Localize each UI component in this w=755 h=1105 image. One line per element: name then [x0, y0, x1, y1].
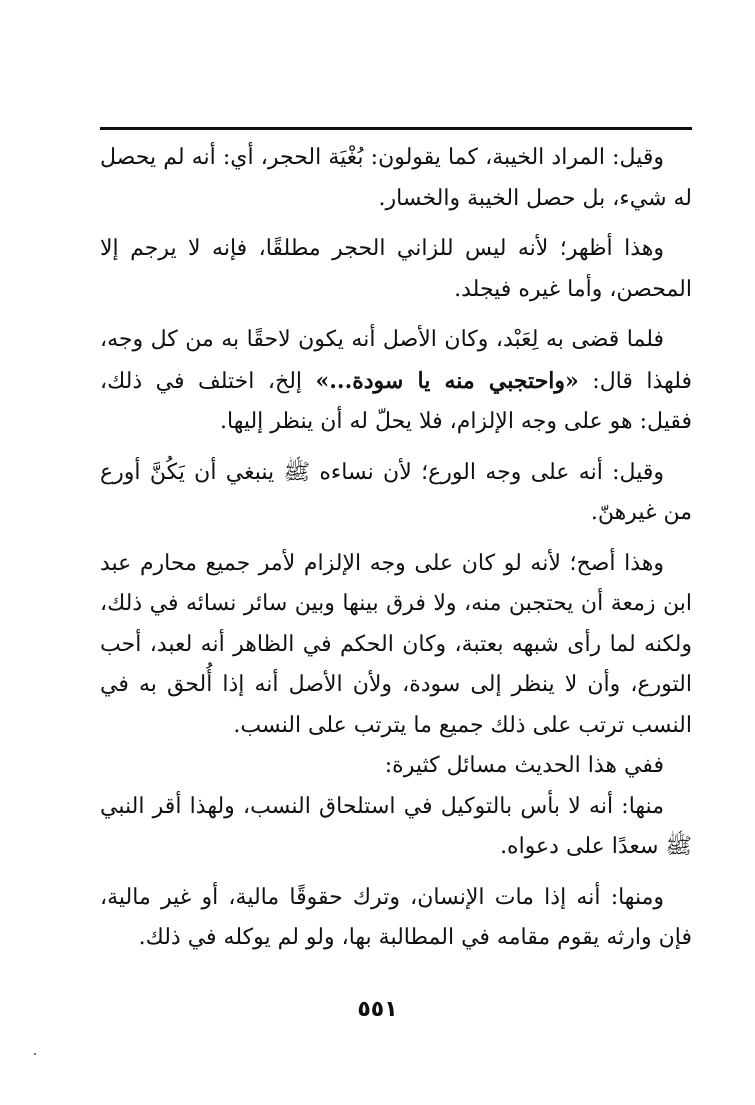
page-number: ٥٥١	[357, 997, 398, 1022]
paragraph: ومنها: أنه إذا مات الإنسان، وترك حقوقًا مالية، أو غير مالية، فإن وارثه يقوم مقامه في المطالبة بها، ولو لم يوكله في ذلك.	[100, 884, 692, 950]
paragraph	[100, 320, 692, 443]
paragraph: منها: أنه لا بأس بالتوكيل في استلحاق النسب، ولهذا أقر النبي ﷺ سعدًا على دعواه.	[100, 793, 692, 859]
hadith-quote: «واحتجبي منه يا سودة...»	[315, 367, 579, 394]
paragraph: وهذا أظهر؛ لأنه ليس للزاني الحجر مطلقًا، فإنه لا يرجم إلا المحصن، وأما غيره فيجلد.	[100, 236, 692, 302]
header-rule	[100, 127, 692, 130]
paragraph-text: إلخ، اختلف في ذلك، فقيل: هو على وجه الإلزام، فلا يحلّ له أن ينظر إليها.	[100, 368, 692, 434]
paragraph: ففي هذا الحديث مسائل كثيرة:	[384, 753, 664, 778]
paragraph: وهذا أصح؛ لأنه لو كان على وجه الإلزام لأمر جميع محارم عبد ابن زمعة أن يحتجبن منه، ولا فرق بينها وبين سائر نسائه في ذلك، ولكنه لما رأى شبهه بعتبة، وكان الحكم في الظاهر أنه لعبد، أحب التورع، وأن لا ينظر إلى سودة، ولأن الأصل أنه إذا أُلحق به في النسب ترتب على ذلك جميع ما يترتب على النسب.	[100, 550, 692, 738]
paragraph-text: فلما قضى به لِعَبْد، وكان الأصل أنه يكون لاحقًا به من كل وجه، فلهذا قال:	[100, 327, 692, 394]
paragraph: وقيل: المراد الخيبة، كما يقولون: بُغْيَة الحجر، أي: أنه لم يحصل له شيء، بل حصل الخيبة والخسار.	[100, 145, 692, 211]
paragraph: وقيل: أنه على وجه الورع؛ لأن نساءه ﷺ ينبغي أن يَكُنَّ أورع من غيرهنّ.	[100, 459, 692, 525]
scan-speck	[34, 1053, 36, 1055]
page-body	[100, 138, 692, 959]
